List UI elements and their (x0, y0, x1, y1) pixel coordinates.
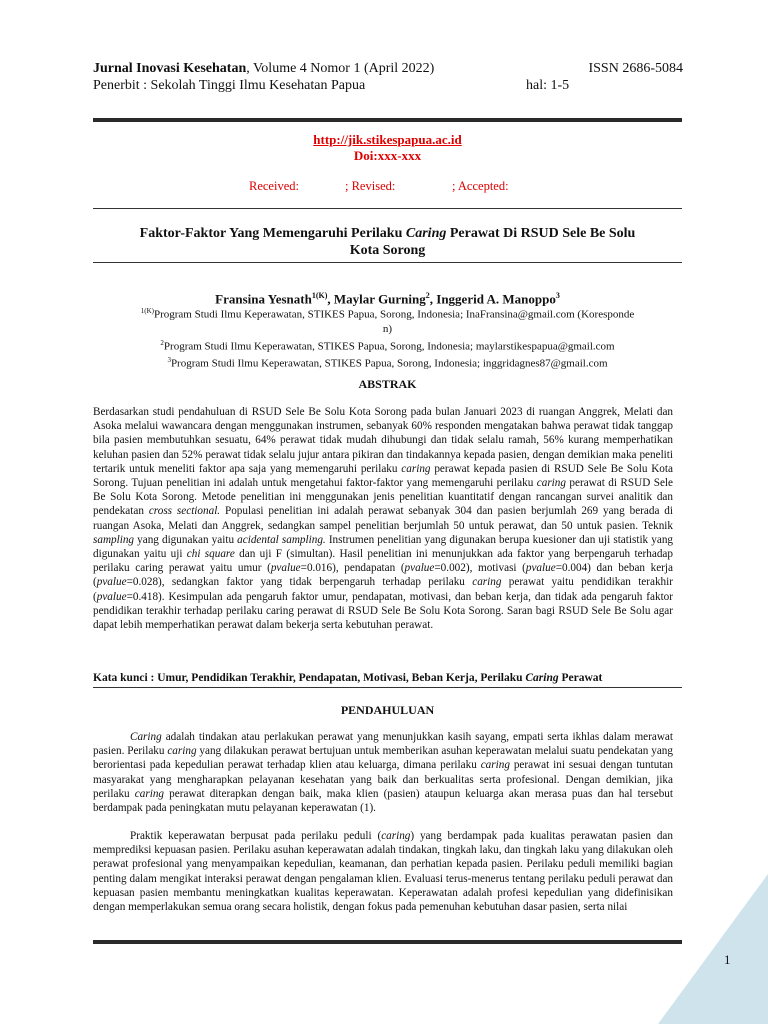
abstract-heading: ABSTRAK (358, 377, 417, 391)
accepted-label: ; Accepted: (452, 179, 509, 193)
title-line-2: Kota Sorong (349, 243, 426, 258)
corner-decoration (658, 874, 768, 1024)
author-3-sup: 3 (555, 291, 560, 300)
received-label: Received: (249, 179, 299, 193)
revised-label: ; Revised: (345, 179, 396, 193)
page-number: 1 (724, 952, 731, 967)
footer-rule (93, 940, 682, 944)
title-rule-top (93, 208, 682, 209)
title-rule-bottom (93, 262, 682, 263)
keywords: Kata kunci : Umur, Pendidikan Terakhir, Pendapatan, Motivasi, Beban Kerja, Perilaku Caring Perawat (93, 672, 603, 684)
article-links (93, 132, 682, 164)
affiliation-3: $^3$Program Studi Ilmu Keperawatan, STIKES Papua, Sorong, Indonesia; inggridagnes87@gmail.com (167, 356, 608, 370)
journal-header (93, 60, 683, 94)
author-1: Fransina Yesnath (215, 291, 312, 307)
header-rule (93, 118, 682, 122)
intro-heading: PENDAHULUAN (340, 703, 435, 717)
title-text-1: Faktor-Faktor Yang Memengaruhi Perilaku (139, 226, 406, 241)
journal-name: Jurnal Inovasi Kesehatan (93, 61, 247, 76)
article-title (93, 225, 682, 259)
keywords-rule (93, 687, 682, 688)
abstract-body: Berdasarkan studi pendahuluan di RSUD Sele Be Solu Kota Sorong pada bulan Januari 2023 di ruangan Anggrek, Melati dan Asoka melalui wawancara dengan menggunakan instrumen, sebanyak 60% responden mengatakan bahwa perawat tidak tanggap bila pasien membutuhkan sesuatu, 64% perawat tidak mudah dihubungi dan tidak selalu ramah, 56% kurang memperhatikan keluhan pasien dan 52% perawat tidak selalu jujur antara pikiran dan tindakannya kepada pasien, dengan demikian maka peneliti tertarik untuk meneliti faktor apa saja yang memengaruhi perilaku caring perawat kepada pasien di RSUD Sele Be Solu Kota Sorong. Tujuan penelitian ini adalah untuk mengetahui faktor-faktor yang memengaruhi perilaku caring perawat di RSUD Sele Be Solu Kota Sorong. Metode penelitian ini menggunakan jenis penelitian kuantitatif dengan rancangan survei analitik dan pendekatan cross sectional. Populasi penelitian ini adalah perawat sebanyak 304 dan pasien berjumlah 269 yang berada di ruangan Asoka, Melati dan Anggrek, sedangkan sampel penelitian berjumlah 50 untuk perawat, dan 50 untuk pasien. Teknik sampling yang digunakan yaitu acidental sampling. Instrumen penelitian yang digunakan berupa kuesioner dan uji statistik yang digunakan yaitu uji chi square dan uji F (simultan). Hasil penelitian ini menunjukkan ada faktor yang berpengaruh terhadap perilaku caring perawat yaitu umur (pvalue=0.016), pendapatan (pvalue=0.002), motivasi (pvalue=0.004) dan beban kerja (pvalue=0.028), sedangkan faktor yang tidak berpengaruh terhadap perilaku caring perawat yaitu pendidikan terakhir (pvalue=0.418). Kesimpulan ada pengaruh faktor umur, pendapatan, motivasi, dan beban kerja, dan tidak ada pengaruh faktor pendidikan terakhir terhadap perilaku caring perawat di RSUD Sele Be Solu Kota Sorong. Saran bagi RSUD Sele Be Solu agar dapat lebih memperhatikan perawat dalam bekerja serta kebutuhan perawat. (93, 406, 674, 632)
intro-paragraph-2: Praktik keperawatan berpusat pada perilaku peduli (caring) yang berdampak pada kualitas perawatan pasien dan memprediksi kepuasan pasien. Perilaku asuhan keperawatan adalah tindakan, tingkah laku, dan tingkah laku yang dilakukan oleh perawat profesional yang menyampaikan kepedulian, keamanan, dan perhatian kepada pasien. Perilaku peduli memiliki bagian penting dalam mengikat interaksi perawat dengan pengalaman klien. Evaluasi terus-menerus tentang perilaku peduli perawat dan kepuasan pasien membantu meningkatkan kualitas keperawatan. Keperawatan adalah profesi kepedulian yang didefinisikan dengan memperlakukan semua orang secara holistik, dengan fokus pada pemenuhan kebutuhan dasar pasien, serta nilai (93, 830, 673, 914)
journal-url-link[interactable]: http://jik.stikespapua.ac.id (313, 132, 462, 147)
author-2: , Maylar Gurning (327, 291, 426, 307)
publisher: Penerbit : Sekolah Tinggi Ilmu Kesehatan Papua (93, 78, 366, 93)
title-italic: Caring (405, 226, 447, 241)
affiliation-2: $^2$Program Studi Ilmu Keperawatan, STIKES Papua, Sorong, Indonesia; maylarstikespapua@gmail.com (160, 338, 615, 353)
page-range: hal: 1-5 (526, 78, 570, 93)
author-3: , Inggerid A. Manoppo (429, 291, 556, 307)
affiliation-1: $^{1(K)}$Program Studi Ilmu Keperawatan, STIKES Papua, Sorong, Indonesia; InaFransina@gmail.com (Koresponde (140, 307, 635, 321)
intro-paragraph-1: Caring adalah tindakan atau perlakukan perawat yang menunjukkan kasih sayang, empati serta ikhlas dalam merawat pasien. Perilaku caring yang dilakukan perawat bertujuan untuk memberikan asuhan keperawatan melalui suatu pendekatan yang berorientasi pada kepedulian perawat terhadap klien atau keluarga, dimana perilaku caring perawat ini sesuai dengan tuntutan masyarakat yang mengharapkan pelayanan kesehatan yang baik dan berkualitas serta profesional. Dengan demikian, jika perilaku caring perawat diterapkan dengan baik, maka klien (pasien) ataupun keluarga akan merasa puas dan hal tersebut berdampak pada peningkatan mutu pelayanan keperawatan (1). (93, 731, 673, 815)
journal-volume: , Volume 4 Nomor 1 (April 2022) (246, 61, 435, 76)
author-1-sup: 1(K) (311, 291, 328, 300)
doi: Doi:xxx-xxx (353, 148, 422, 163)
author-2-sup: 2 (425, 291, 430, 300)
title-text-2: Perawat Di RSUD Sele Be Solu (446, 226, 636, 241)
affiliations (93, 304, 682, 371)
affiliation-1-cont: n) (382, 322, 393, 335)
issn: ISSN 2686-5084 (588, 61, 683, 76)
